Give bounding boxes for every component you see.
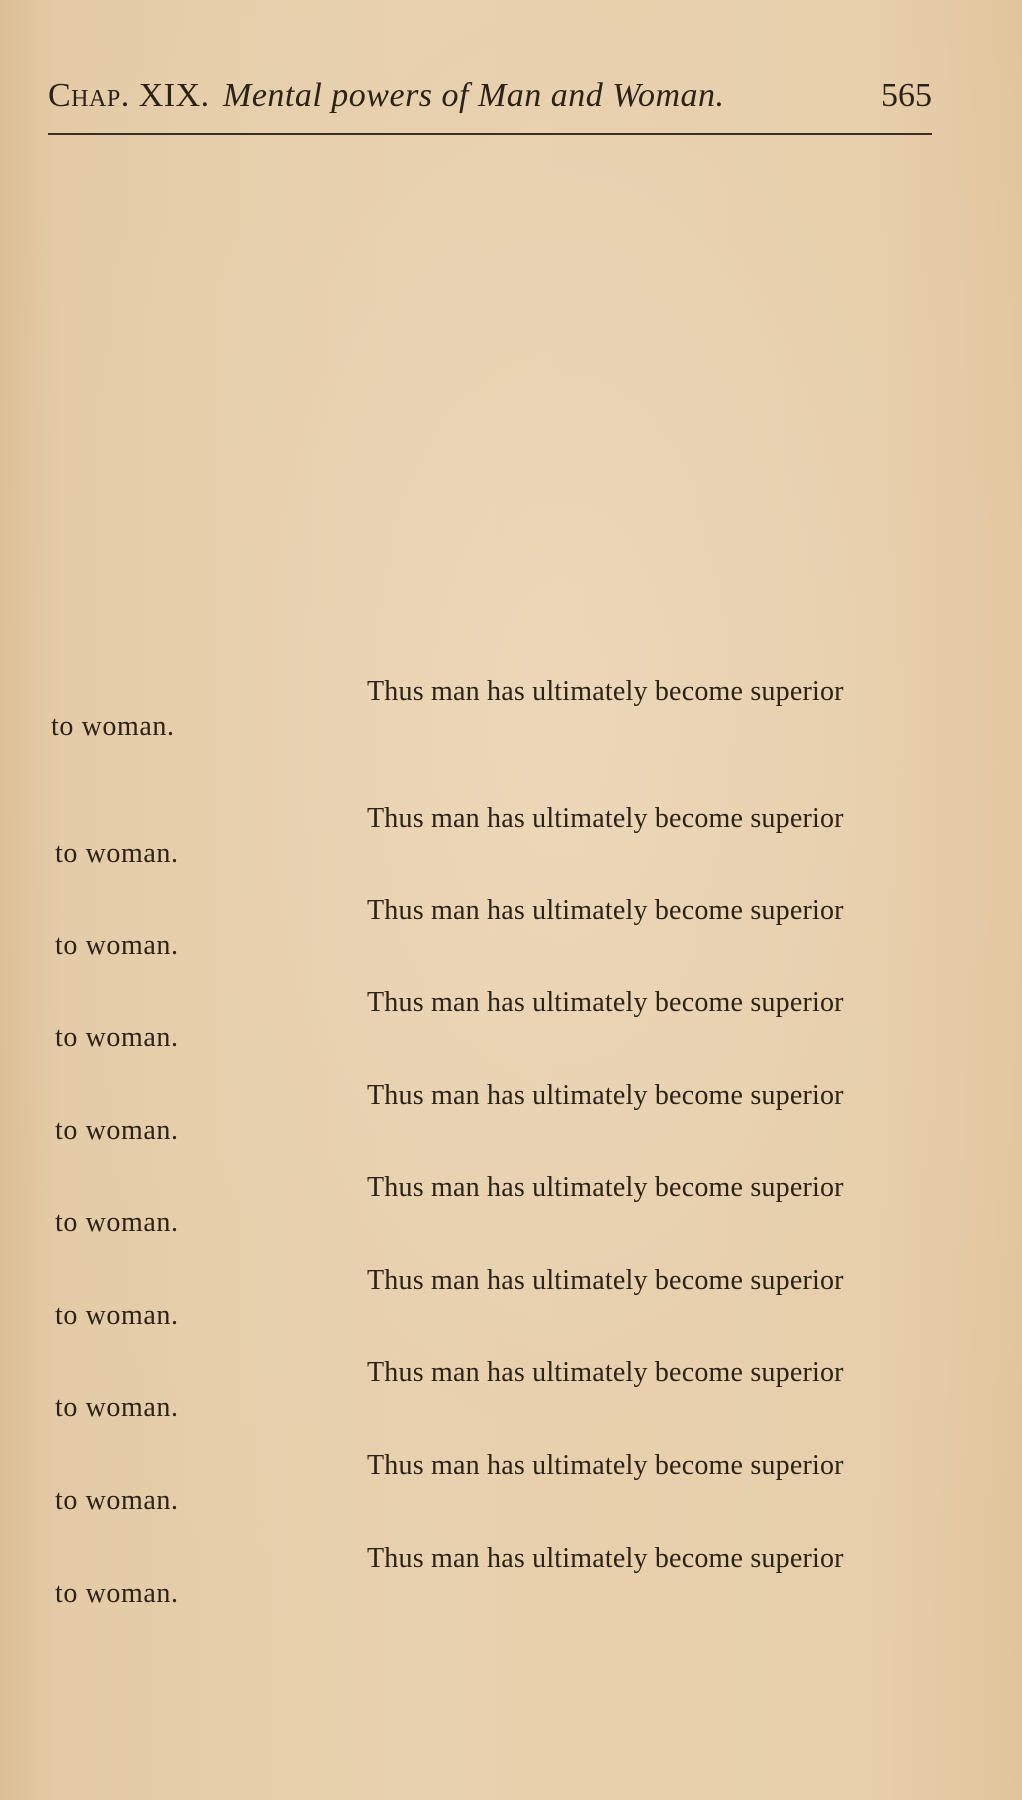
passage-line-1: Thus man has ultimately become superior xyxy=(367,1450,844,1481)
passage-line-2: to woman. xyxy=(55,1022,179,1053)
header-rule xyxy=(48,133,932,135)
passage-line-2: to woman. xyxy=(55,1207,179,1238)
passage-line-1: Thus man has ultimately become superior xyxy=(367,1543,844,1574)
passage-line-2: to woman. xyxy=(51,711,175,742)
passage-line-1: Thus man has ultimately become superior xyxy=(367,1357,844,1388)
passage-line-2: to woman. xyxy=(55,1578,179,1609)
passage-line-2: to woman. xyxy=(55,1485,179,1516)
passage-line-1: Thus man has ultimately become superior xyxy=(367,1172,844,1203)
passage-line-2: to woman. xyxy=(55,1300,179,1331)
passage-line-2: to woman. xyxy=(55,930,179,961)
passage-line-1: Thus man has ultimately become superior xyxy=(367,803,844,834)
running-head xyxy=(48,76,932,116)
passage-line-2: to woman. xyxy=(55,838,179,869)
passage-line-1: Thus man has ultimately become superior xyxy=(367,895,844,926)
chapter-title: Mental powers of Man and Woman. xyxy=(223,77,725,114)
passage-line-1: Thus man has ultimately become superior xyxy=(367,676,844,707)
passage-line-1: Thus man has ultimately become superior xyxy=(367,1080,844,1111)
passage-line-2: to woman. xyxy=(55,1392,179,1423)
passage-line-1: Thus man has ultimately become superior xyxy=(367,987,844,1018)
chapter-number: Chap. XIX. xyxy=(48,77,210,114)
passage-line-1: Thus man has ultimately become superior xyxy=(367,1265,844,1296)
passage-line-2: to woman. xyxy=(55,1115,179,1146)
page-number: 565 xyxy=(881,77,932,114)
